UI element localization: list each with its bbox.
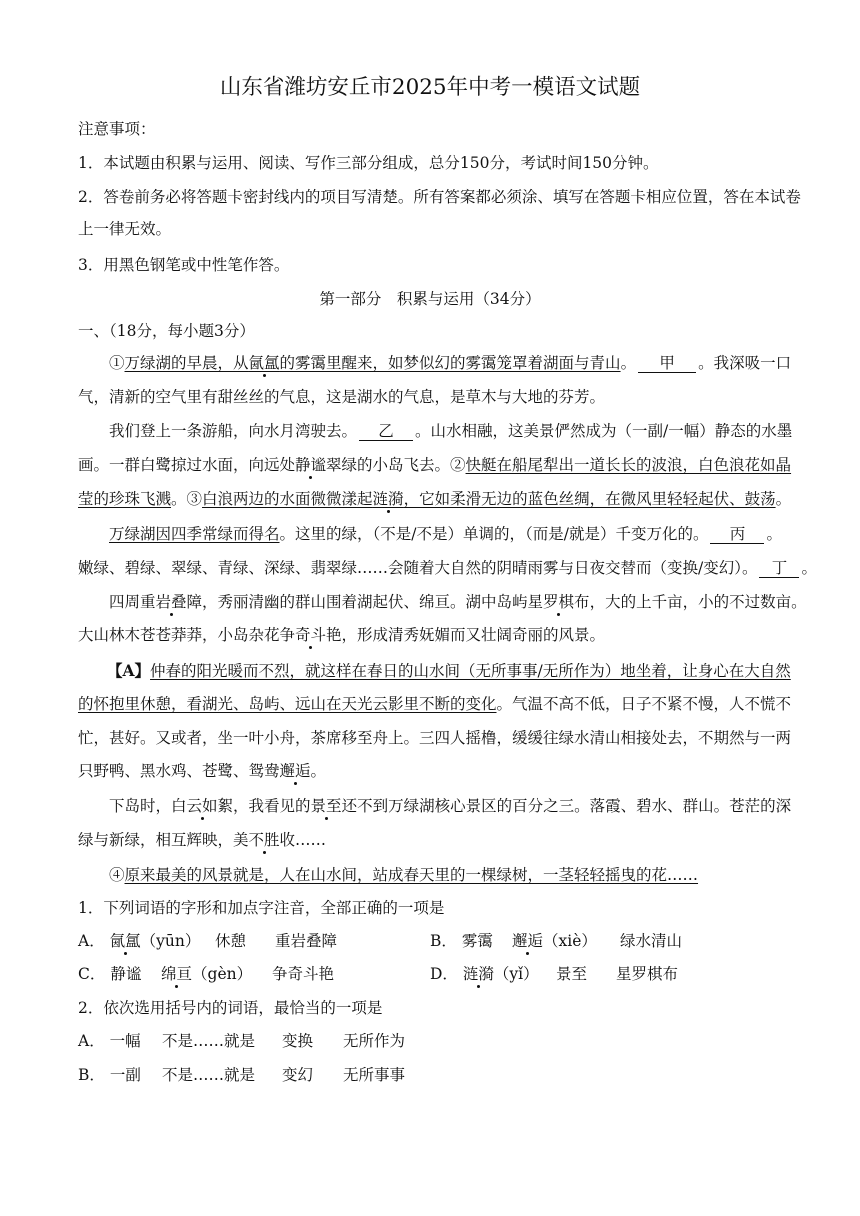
q1-d-word-2: 景至 (556, 965, 588, 983)
underlined-sentence-A: 仲春的阳光暖而不烈，就这样在春日的山水间（无所事事/无所作为）地坐着，让身心在大自然 (150, 662, 791, 680)
q1-b-word-2: 邂逅（xiè） (512, 932, 597, 950)
passage-p4-line1: 四周重岩叠障，秀丽清幽的群山围着湖起伏、绵亘。湖中岛屿星罗棋布，大的上千亩，小的不过数亩。 (109, 593, 807, 611)
q1-b-word-1: 雾霭 (461, 932, 493, 950)
passage-pA-line3: 忙，甚好。又或者，坐一叶小舟，茶席移至舟上。三四人摇橹，缓缓往绿水清山相接处去，不期然与一两 (78, 729, 792, 747)
underlined-sentence-4: 原来最美的风景就是，人在山水间，站成春天里的一棵绿树，一茎轻轻摇曳的花…… (124, 866, 699, 884)
dotted-word-xingluoqibu: 星罗棋布 (527, 593, 590, 611)
passage-p3-line2: 嫩绿、碧绿、翠绿、青绿、深绿、翡翠绿……会随着大自然的阴晴雨雾与日夜交替而（变换/变幻）。 丁 。 (78, 559, 817, 577)
underlined-sentence-3: 白浪两边的水面微微漾起涟漪，它如柔滑无边的蓝色丝绸，在微风里轻轻起伏、鼓荡 (202, 490, 776, 508)
q2-a-word-3: 变换 (282, 1032, 314, 1050)
q2-b-word-4: 无所事事 (343, 1066, 406, 1084)
notice-item-1: 1．本试题由积累与运用、阅读、写作三部分组成，总分150分，考试时间150分钟。 (78, 154, 659, 172)
dotted-word-baiyunruxu: 白云如絮 (171, 797, 234, 815)
q1-a-word-3: 重岩叠障 (275, 932, 338, 950)
passage-p1-line1: ①万绿湖的早晨，从氤氲的雾霭里醒来，如梦似幻的雾霭笼罩着湖面与青山。 甲 。我深吸一口 (109, 354, 792, 372)
blank-bing: 丙 (710, 525, 764, 544)
dotted-word-jingzhi: 景至 (310, 797, 342, 815)
q1-d-word-3: 星罗棋布 (616, 965, 679, 983)
passage-p2-line3: 莹的珍珠飞溅。③白浪两边的水面微微漾起涟漪，它如柔滑无边的蓝色丝绸，在微风里轻轻起伏、鼓荡。 (78, 490, 792, 508)
question-1-stem: 1．下列词语的字形和加点字注音，全部正确的一项是 (78, 899, 445, 917)
passage-pA-line1 (107, 660, 791, 682)
q2-option-A[interactable]: A． 一幅 (78, 1032, 141, 1050)
dotted-word-lianyi: 涟漪 (372, 490, 404, 508)
underlined-sentence-2-cont: 莹的珍珠飞溅 (78, 490, 172, 508)
underlined-sentence-1: 万绿湖的早晨，从氤氲的雾霭里醒来，如梦似幻的雾霭笼罩着湖面与青山 (124, 354, 621, 372)
part-heading: 第一部分 积累与运用（34分） (319, 290, 541, 308)
blank-yi: 乙 (359, 422, 413, 441)
passage-p6-line2: 绿与新绿，相互辉映，美不胜收…… (78, 831, 327, 849)
q2-a-word-2: 不是……就是 (162, 1032, 256, 1050)
q2-a-word-1: 一幅 (109, 1032, 141, 1050)
passage-pA-line4: 只野鸭、黑水鸡、苍鹭、鸳鸯邂逅。 (78, 762, 327, 780)
passage-p1-line2: 气，清新的空气里有甜丝丝的气息，这是湖水的气息，是草木与大地的芬芳。 (78, 388, 606, 406)
dotted-word-zhongyandiezhang: 重岩叠障 (140, 593, 203, 611)
dotted-word-zhengqidouyan: 争奇斗艳 (279, 626, 342, 644)
passage-p2-line1: 我们登上一条游船，向水月湾驶去。 乙 。山水相融，这美景俨然成为（一副/一幅）静态的水墨 (109, 422, 793, 440)
q2-option-B[interactable]: B． 一副 (78, 1066, 141, 1084)
dotted-word-jingmi: 静谧 (295, 456, 327, 474)
dotted-word-yinyun: 氤氲 (248, 354, 280, 372)
q2-b-word-3: 变幻 (282, 1066, 314, 1084)
section-heading: 一、（18分，每小题3分） (78, 322, 255, 340)
passage-p2-line2: 画。一群白鹭掠过水面，向远处静谧翠绿的小岛飞去。②快艇在船尾犁出一道长长的波浪，白色浪花如晶 (78, 456, 792, 474)
q1-c-word-1: 静谧 (110, 965, 142, 983)
notice-item-2-cont: 上一律无效。 (78, 220, 172, 238)
q1-option-B[interactable]: B． 雾霭 (430, 932, 493, 950)
page-title: 山东省潍坊安丘市2025年中考一模语文试题 (219, 75, 641, 100)
q1-c-word-2: 绵亘（gèn） (161, 965, 253, 983)
underlined-sentence-2: 快艇在船尾犁出一道长长的波浪，白色浪花如晶 (465, 456, 792, 474)
q1-d-word-1: 涟漪 (462, 965, 494, 983)
q2-a-word-4: 无所作为 (343, 1032, 406, 1050)
passage-p3-line1: 万绿湖因四季常绿而得名。这里的绿，（不是/不是）单调的，（而是/就是）千变万化的。 丙 。 (109, 525, 782, 543)
dotted-word-meibushengshou: 美不胜收 (233, 831, 296, 849)
passage-p6-line1: 下岛时，白云如絮，我看见的景至还不到万绿湖核心景区的百分之三。落霞、碧水、群山。苍茫的深 (109, 797, 792, 815)
passage-p4-line2: 大山林木苍苍莽莽，小岛杂花争奇斗艳，形成清秀妩媚而又壮阔奇丽的风景。 (78, 626, 606, 644)
blank-jia: 甲 (638, 354, 696, 373)
q1-b-word-3: 绿水清山 (620, 932, 683, 950)
passage-p7: ④原来最美的风景就是，人在山水间，站成春天里的一棵绿树，一茎轻轻摇曳的花…… (109, 866, 699, 884)
q1-option-D[interactable]: D． 涟漪（yǐ） (430, 965, 539, 983)
underlined-sentence-topic: 万绿湖因四季常绿而得名 (109, 525, 280, 543)
q2-b-word-2: 不是……就是 (162, 1066, 256, 1084)
q1-option-C[interactable]: C． 静谧 (78, 965, 142, 983)
dotted-word-xiehou: 邂逅 (279, 762, 311, 780)
notice-item-3: 3．用黑色钢笔或中性笔作答。 (78, 256, 290, 274)
q1-a-word-2: 休憩 (215, 932, 247, 950)
blank-ding: 丁 (759, 559, 799, 578)
q1-a-word-1: 氤氲 (109, 932, 141, 950)
underlined-sentence-A-cont: 的怀抱里休憩，看湖光、岛屿、远山在天光云影里不断的变化 (78, 695, 497, 713)
question-2-stem: 2．依次选用括号内的词语，最恰当的一项是 (78, 999, 383, 1017)
q2-b-word-1: 一副 (109, 1066, 141, 1084)
marker-A: 【A】 (107, 661, 151, 680)
q1-option-A[interactable]: A． 氤氲（yūn） (78, 932, 201, 950)
q1-c-word-3: 争奇斗艳 (272, 965, 335, 983)
passage-pA-line2: 的怀抱里休憩，看湖光、岛屿、远山在天光云影里不断的变化。气温不高不低，日子不紧不慢，人不慌不 (78, 695, 792, 713)
notice-item-2: 2．答卷前务必将答题卡密封线内的项目写清楚。所有答案都必须涂、填写在答题卡相应位置，答在本试卷 (78, 188, 801, 206)
notice-heading: 注意事项： (78, 120, 156, 138)
